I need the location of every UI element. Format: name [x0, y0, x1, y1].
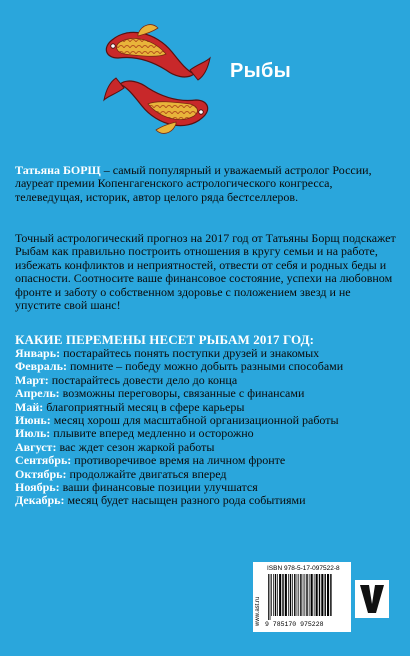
- month-name: Май:: [15, 399, 44, 414]
- month-forecast: продолжайте двигаться вперед: [66, 466, 227, 481]
- forecast-row-march: [15, 374, 397, 387]
- author-bio: [15, 164, 397, 204]
- forecast-row-january: [15, 347, 397, 360]
- barcode-icon: [267, 574, 347, 620]
- month-name: Апрель:: [15, 386, 60, 401]
- barcode-digits: 9 785170 975228: [265, 621, 324, 628]
- isbn-label: ISBN 978-5-17-097522-8: [267, 565, 340, 572]
- monthly-forecast-list: [15, 347, 397, 508]
- month-name: Март:: [15, 372, 49, 387]
- month-forecast: благоприятный месяц в сфере карьеры: [43, 399, 245, 414]
- forecast-heading: КАКИЕ ПЕРЕМЕНЫ НЕСЕТ РЫБАМ 2017 ГОД:: [15, 332, 315, 347]
- month-forecast: противоречивое время на личном фронте: [71, 453, 286, 468]
- publisher-website: www.ast.ru: [255, 596, 261, 626]
- month-name: Февраль:: [15, 359, 67, 374]
- month-name: Август:: [15, 439, 57, 454]
- forecast-row-december: [15, 494, 397, 507]
- forecast-row-october: [15, 468, 397, 481]
- month-name: Июнь:: [15, 413, 51, 428]
- month-forecast: месяц будет насыщен разного рода событиями: [64, 493, 306, 508]
- pisces-fish-icon: [94, 18, 220, 142]
- month-forecast: плывите вперед медленно и осторожно: [50, 426, 254, 441]
- month-forecast: ваши финансовые позиции улучшатся: [59, 480, 258, 495]
- forecast-row-november: [15, 481, 397, 494]
- forecast-row-july: [15, 427, 397, 440]
- forecast-row-august: [15, 441, 397, 454]
- forecast-row-june: [15, 414, 397, 427]
- month-name: Октябрь:: [15, 466, 67, 481]
- month-forecast: возможны переговоры, связанные с финансами: [59, 386, 305, 401]
- month-name: Декабрь:: [15, 493, 65, 508]
- forecast-row-april: [15, 387, 397, 400]
- forecast-row-september: [15, 454, 397, 467]
- month-forecast: постарайтесь довести дело до конца: [48, 372, 238, 387]
- forecast-row-may: [15, 401, 397, 414]
- author-bio-text: – самый популярный и уважаемый астролог России, лауреат премии Копенгагенского астрологического конгресса, телеведущая, историк, автор целого ряда бестселлеров.: [15, 163, 372, 204]
- author-name: Татьяна БОРЩ: [15, 163, 101, 177]
- barcode-panel: [253, 562, 351, 632]
- forecast-row-february: [15, 360, 397, 373]
- zodiac-sign-title: Рыбы: [230, 60, 292, 82]
- month-forecast: постарайтесь понять поступки друзей и знакомых: [60, 346, 320, 360]
- month-forecast: месяц хорош для масштабной организационной работы: [50, 413, 339, 428]
- month-forecast: помните – победу можно добыть разными способами: [66, 359, 344, 374]
- month-name: Январь:: [15, 346, 61, 360]
- publisher-v-logo-icon: [355, 580, 389, 618]
- month-name: Сентябрь:: [15, 453, 72, 468]
- month-forecast: вас ждет сезон жаркой работы: [56, 439, 215, 454]
- promo-text: Точный астрологический прогноз на 2017 год от Татьяны Борщ подскажет Рыбам как правильно построить отношения в кругу семьи и на работе, избежать конфликтов и неприятностей, отвести от себя и родных беды и опасности. Соотносите ваше финансовое состояние, успехи на любовном фронте и заботу о собственном здоровье с положением звезд и не упустите свой шанс!: [15, 231, 396, 313]
- month-name: Ноябрь:: [15, 480, 60, 495]
- month-name: Июль:: [15, 426, 51, 441]
